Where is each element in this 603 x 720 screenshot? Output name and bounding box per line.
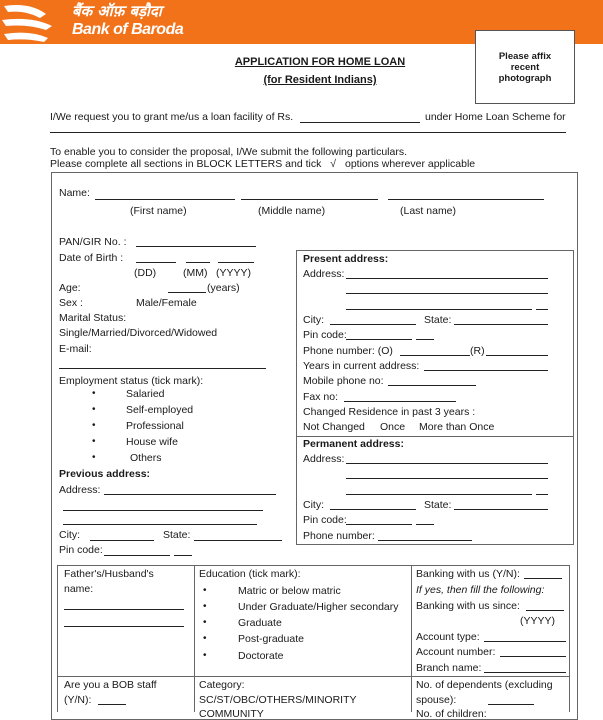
bullet-icon: • bbox=[92, 404, 96, 415]
present-address-label: Address: bbox=[303, 268, 345, 280]
education-doctorate[interactable]: Doctorate bbox=[238, 650, 284, 662]
present-address-heading: Present address: bbox=[303, 253, 389, 265]
middle-name-field[interactable] bbox=[241, 199, 378, 200]
dob-dd-field[interactable] bbox=[136, 262, 176, 263]
last-name-caption: (Last name) bbox=[400, 205, 457, 217]
previous-city-field[interactable] bbox=[90, 540, 154, 541]
account-number-label: Account number: bbox=[416, 646, 496, 658]
brand-name-hindi: बैंक ऑफ़ बड़ौदा bbox=[72, 2, 162, 20]
previous-state-label: State: bbox=[163, 529, 191, 541]
permanent-address-label: Address: bbox=[303, 453, 345, 465]
request-suffix: under Home Loan Scheme for bbox=[425, 111, 566, 123]
bullet-icon: • bbox=[92, 436, 96, 447]
account-type-label: Account type: bbox=[416, 631, 480, 643]
changed-not-changed[interactable]: Not Changed bbox=[303, 421, 365, 433]
dob-dd-caption: (DD) bbox=[134, 267, 157, 279]
present-address-line2[interactable] bbox=[346, 293, 548, 294]
education-label: Education (tick mark): bbox=[199, 568, 301, 580]
bottom-grid-right bbox=[569, 565, 570, 712]
bullet-icon: • bbox=[92, 388, 96, 399]
pan-label: PAN/GIR No. : bbox=[59, 236, 127, 248]
children-label: No. of children: bbox=[416, 708, 487, 720]
form-title: APPLICATION FOR HOME LOAN bbox=[234, 56, 406, 68]
permanent-state-field[interactable] bbox=[454, 509, 548, 510]
address-divider bbox=[296, 436, 573, 437]
father-name-label-2: name: bbox=[64, 583, 94, 595]
bank-logo-icon bbox=[0, 0, 62, 44]
permanent-pin-field[interactable] bbox=[346, 524, 412, 525]
present-fax-field[interactable] bbox=[344, 401, 456, 402]
previous-address-label: Address: bbox=[59, 484, 101, 496]
present-years-field[interactable] bbox=[424, 370, 548, 371]
first-name-caption: (First name) bbox=[130, 205, 187, 217]
present-pin-field[interactable] bbox=[346, 339, 412, 340]
banking-field[interactable] bbox=[524, 578, 562, 579]
previous-city-label: City: bbox=[59, 529, 80, 541]
category-options[interactable]: SC/ST/OBC/OTHERS/MINORITY bbox=[199, 694, 357, 706]
permanent-state-label: State: bbox=[424, 499, 452, 511]
dob-label: Date of Birth : bbox=[59, 252, 124, 264]
age-field[interactable] bbox=[168, 292, 206, 293]
present-years-label: Years in current address: bbox=[303, 360, 420, 372]
photo-box-line1: Please affix bbox=[498, 51, 552, 62]
age-label: Age: bbox=[59, 282, 81, 294]
changed-more-than-once[interactable]: More than Once bbox=[419, 421, 495, 433]
previous-pin-ext[interactable] bbox=[174, 555, 192, 556]
bottom-grid-col2 bbox=[411, 565, 412, 712]
present-pin-ext[interactable] bbox=[416, 339, 434, 340]
pan-field[interactable] bbox=[136, 246, 256, 247]
email-label: E-mail: bbox=[59, 343, 92, 355]
first-name-field[interactable] bbox=[95, 199, 235, 200]
education-postgraduate[interactable]: Post-graduate bbox=[238, 633, 304, 645]
bottom-grid-col1 bbox=[194, 565, 195, 712]
bottom-grid-left bbox=[57, 565, 58, 712]
father-name-line2[interactable] bbox=[64, 626, 184, 627]
dependents-label-2: spouse): bbox=[416, 694, 457, 706]
permanent-address-line2[interactable] bbox=[346, 478, 548, 479]
permanent-address-heading: Permanent address: bbox=[303, 438, 404, 450]
dob-mm-field[interactable] bbox=[186, 262, 210, 263]
sex-options[interactable]: Male/Female bbox=[136, 297, 197, 309]
changed-once[interactable]: Once bbox=[380, 421, 406, 433]
name-label: Name: bbox=[59, 187, 90, 199]
present-fax-label: Fax no: bbox=[303, 391, 339, 403]
present-phone-office-field[interactable] bbox=[400, 355, 470, 356]
banking-since-caption: (YYYY) bbox=[520, 615, 556, 627]
sex-label: Sex : bbox=[59, 297, 83, 309]
photo-box bbox=[475, 30, 575, 104]
bullet-icon: • bbox=[92, 452, 96, 463]
previous-pin-label: Pin code: bbox=[59, 544, 103, 556]
staff-label-2: (Y/N): bbox=[64, 694, 92, 706]
bullet-icon: • bbox=[203, 585, 207, 596]
present-mobile-label: Mobile phone no: bbox=[303, 375, 384, 387]
previous-address-heading: Previous address: bbox=[59, 468, 151, 480]
banking-label: Banking with us (Y/N): bbox=[416, 568, 520, 580]
previous-pin-field[interactable] bbox=[104, 555, 170, 556]
changed-residence-label: Changed Residence in past 3 years : bbox=[303, 406, 476, 418]
present-state-label: State: bbox=[424, 314, 452, 326]
education-graduate[interactable]: Graduate bbox=[238, 617, 282, 629]
branch-name-label: Branch name: bbox=[416, 662, 482, 674]
consider-text: To enable you to consider the proposal, I/We submit the following particulars. bbox=[50, 146, 407, 158]
father-name-label-1: Father's/Husband's bbox=[64, 568, 154, 580]
bottom-grid-top bbox=[57, 565, 569, 566]
category-community: COMMUNITY bbox=[199, 708, 264, 720]
permanent-address-line3-ext[interactable] bbox=[536, 494, 548, 495]
banking-since-field[interactable] bbox=[526, 610, 564, 611]
if-yes-note: If yes, then fill the following: bbox=[416, 584, 545, 596]
tick-icon: √ bbox=[330, 158, 337, 170]
branch-name-field[interactable] bbox=[484, 672, 566, 673]
permanent-phone-label: Phone number: bbox=[303, 530, 375, 542]
bullet-icon: • bbox=[203, 633, 207, 644]
permanent-pin-label: Pin code: bbox=[303, 514, 347, 526]
instructions-suffix: options wherever applicable bbox=[344, 158, 476, 170]
bullet-icon: • bbox=[203, 650, 207, 661]
employment-housewife[interactable]: House wife bbox=[126, 436, 178, 448]
permanent-city-field[interactable] bbox=[330, 509, 416, 510]
last-name-field[interactable] bbox=[388, 199, 544, 200]
bullet-icon: • bbox=[92, 420, 96, 431]
permanent-phone-field[interactable] bbox=[378, 540, 472, 541]
present-city-field[interactable] bbox=[330, 324, 416, 325]
form-subtitle: (for Resident Indians) bbox=[263, 74, 377, 86]
permanent-address-line3[interactable] bbox=[346, 494, 532, 495]
middle-name-caption: (Middle name) bbox=[258, 205, 326, 217]
staff-field[interactable] bbox=[98, 704, 126, 705]
father-name-line1[interactable] bbox=[64, 609, 184, 610]
education-matric[interactable]: Matric or below matric bbox=[238, 585, 341, 597]
employment-self-employed[interactable]: Self-employed bbox=[126, 404, 194, 416]
category-label: Category: bbox=[199, 679, 245, 691]
permanent-city-label: City: bbox=[303, 499, 324, 511]
photo-box-line3: photograph bbox=[498, 73, 552, 84]
brand-name: Bank of Baroda bbox=[72, 21, 184, 38]
present-state-field[interactable] bbox=[454, 324, 548, 325]
present-address-line3-ext[interactable] bbox=[536, 309, 548, 310]
present-phone-r-label: (R) bbox=[470, 345, 485, 357]
previous-address-line2[interactable] bbox=[63, 510, 263, 511]
dependents-field[interactable] bbox=[488, 704, 534, 705]
request-prefix: I/We request you to grant me/us a loan facility of Rs. bbox=[50, 111, 294, 123]
previous-address-line1[interactable] bbox=[104, 494, 276, 495]
present-pin-label: Pin code: bbox=[303, 329, 347, 341]
previous-address-line3[interactable] bbox=[63, 524, 257, 525]
account-type-field[interactable] bbox=[484, 641, 566, 642]
employment-others[interactable]: Others bbox=[130, 452, 162, 464]
employment-label: Employment status (tick mark): bbox=[59, 375, 204, 387]
email-field[interactable] bbox=[59, 368, 266, 369]
photo-box-line2: recent bbox=[510, 62, 540, 73]
staff-label-1: Are you a BOB staff bbox=[64, 679, 157, 691]
dependents-label-1: No. of dependents (excluding bbox=[416, 679, 553, 691]
present-address-line3[interactable] bbox=[346, 309, 532, 310]
permanent-address-line1[interactable] bbox=[346, 463, 548, 464]
dob-mm-caption: (MM) bbox=[183, 267, 208, 279]
employment-salaried[interactable]: Salaried bbox=[126, 388, 165, 400]
permanent-pin-ext[interactable] bbox=[416, 524, 434, 525]
bottom-grid-mid bbox=[57, 676, 569, 677]
present-phone-label: Phone number: (O) bbox=[303, 345, 393, 357]
instructions-prefix: Please complete all sections in BLOCK LETTERS and tick bbox=[50, 158, 322, 170]
age-years-caption: (years) bbox=[207, 282, 240, 294]
present-phone-residence-field[interactable] bbox=[486, 355, 548, 356]
account-number-field[interactable] bbox=[500, 656, 566, 657]
scheme-purpose-field[interactable] bbox=[50, 132, 566, 133]
instructions-text bbox=[50, 158, 475, 170]
present-mobile-field[interactable] bbox=[388, 385, 476, 386]
bullet-icon: • bbox=[203, 617, 207, 628]
loan-amount-field[interactable] bbox=[300, 122, 420, 123]
marital-label: Marital Status: bbox=[59, 312, 127, 324]
bullet-icon: • bbox=[203, 601, 207, 612]
education-undergraduate[interactable]: Under Graduate/Higher secondary bbox=[238, 601, 399, 613]
employment-professional[interactable]: Professional bbox=[126, 420, 184, 432]
dob-yyyy-field[interactable] bbox=[218, 262, 254, 263]
present-address-line1[interactable] bbox=[346, 278, 548, 279]
previous-state-field[interactable] bbox=[194, 540, 282, 541]
banking-since-label: Banking with us since: bbox=[416, 600, 520, 612]
marital-options[interactable]: Single/Married/Divorced/Widowed bbox=[59, 327, 218, 339]
dob-yyyy-caption: (YYYY) bbox=[216, 267, 252, 279]
present-city-label: City: bbox=[303, 314, 324, 326]
